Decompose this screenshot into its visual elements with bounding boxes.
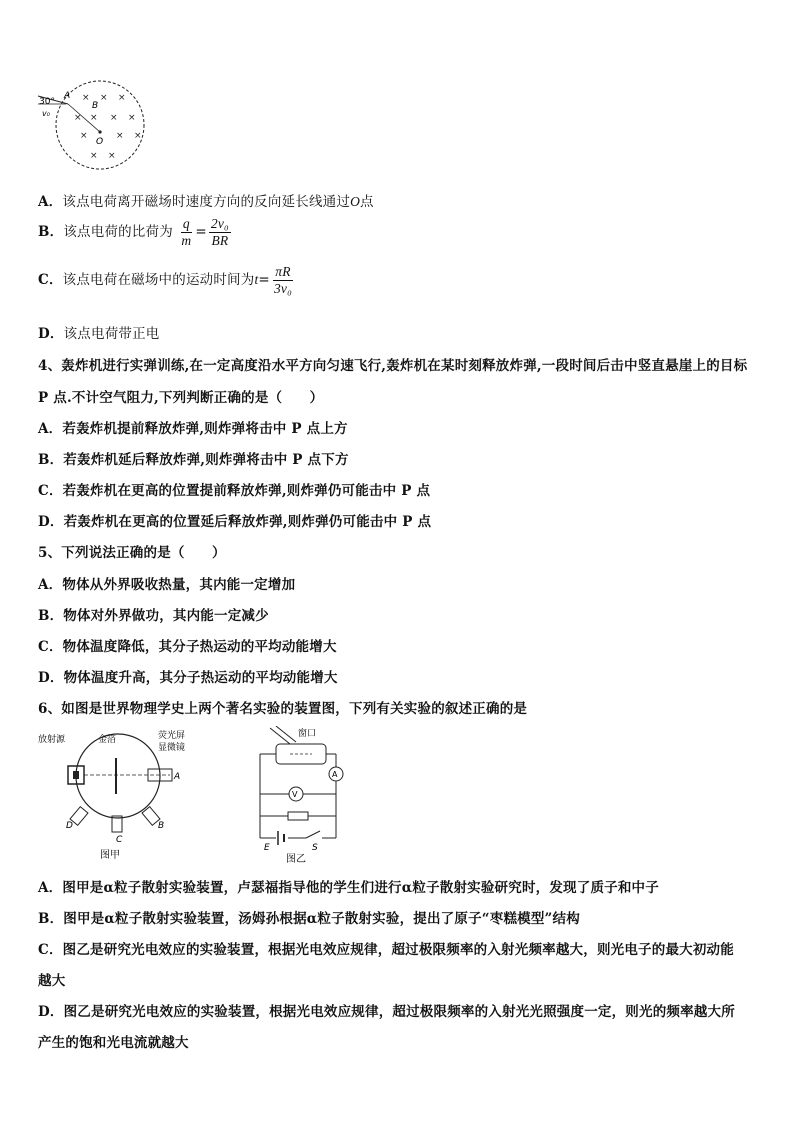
q4-stem-line2: P 点.不计空气阻力,下列判断正确的是（ ）: [38, 390, 324, 406]
field-cross-mark: ×: [110, 113, 118, 123]
vacuum-chamber: [76, 734, 160, 818]
q5-option-d: D．物体温度升高，其分子热运动的平均动能增大: [38, 670, 338, 686]
q6-option-b: B．图甲是α粒子散射实验装置，汤姆孙根据α粒子散射实验，提出了原子“枣糕模型”结构: [38, 911, 580, 927]
field-cross-mark: ×: [74, 113, 82, 123]
q6-option-d-line1: D．图乙是研究光电效应的实验装置，根据光电效应规律，超过极限频率的入射光光照强度一定，则光的频率越大所: [38, 1004, 735, 1020]
label-b: B: [158, 821, 165, 831]
field-cross-mark: ×: [82, 93, 90, 103]
field-cross-marks: [74, 93, 142, 161]
fig-jia-caption: 图甲: [100, 850, 120, 861]
q6-stem: 6、如图是世界物理学史上两个著名实验的装置图，下列有关实验的叙述正确的是: [38, 701, 528, 717]
point-o-dot: [98, 130, 101, 133]
screen-label: 荧光屏: [158, 731, 186, 741]
magnetic-field-figure: [36, 78, 148, 173]
rheostat: [288, 812, 308, 820]
microscope-label: 显微镜: [158, 743, 186, 753]
ammeter-label: A: [332, 770, 338, 779]
window-label: 窗口: [298, 729, 317, 739]
field-cross-mark: ×: [108, 151, 116, 161]
q5-stem: 5、下列说法正确的是（ ）: [38, 545, 226, 561]
voltmeter-label: V: [292, 790, 298, 799]
field-cross-mark: ×: [128, 113, 136, 123]
label-s: S: [312, 843, 318, 853]
label-d: D: [66, 821, 73, 831]
q4-stem-line1: 4、轰炸机进行实弹训练,在一定高度沿水平方向匀速飞行,轰炸机在某时刻释放炸弹,一段时间后击中竖直悬崖上的目标: [38, 358, 748, 374]
field-cross-mark: ×: [118, 93, 126, 103]
photoelectric-figure: [250, 726, 360, 864]
q3-option-c: C．该点电荷在磁场中的运动时间为t= $\frac{\pi R}{\text{3v₀}}$: [38, 264, 292, 296]
q5-option-b: B．物体对外界做功，其内能一定减少: [38, 608, 269, 624]
switch-gap: [306, 834, 322, 842]
q3-option-a: A．该点电荷离开磁场时速度方向的反向延长线通过O点: [38, 194, 374, 210]
light-ray-1: [270, 728, 290, 744]
field-cross-mark: ×: [80, 131, 88, 141]
q6-option-c-line1: C．图乙是研究光电效应的实验装置，根据光电效应规律，超过极限频率的入射光频率越大，则光电子的最大初动能: [38, 942, 734, 958]
q4-option-c: C．若轰炸机在更高的位置提前释放炸弹,则炸弹仍可能击中 P 点: [38, 483, 431, 499]
q6-option-d-line2: 产生的饱和光电流就越大: [38, 1035, 189, 1051]
field-cross-mark: ×: [100, 93, 108, 103]
field-cross-mark: ×: [116, 131, 124, 141]
label-c: C: [116, 835, 123, 845]
time-fraction: $\frac{\pi R}{\text{3v₀}}$: [273, 264, 292, 296]
field-cross-mark: ×: [90, 113, 98, 123]
q3-option-b: B．该点电荷的比荷为 $\frac{q}{m}$ = $\frac{\text{2v₀}}{BR}$: [38, 216, 229, 248]
label-e: E: [264, 843, 270, 853]
q4-option-b: B．若轰炸机延后释放炸弹,则炸弹将击中 P 点下方: [38, 452, 349, 468]
angle-label: 30°: [39, 97, 55, 107]
light-ray-2: [276, 726, 296, 742]
label-a: A: [174, 772, 181, 782]
q6-option-a: A．图甲是α粒子散射实验装置，卢瑟福指导他的学生们进行α粒子散射实验研究时，发现了质子和中子: [38, 880, 659, 896]
field-cross-mark: ×: [134, 131, 142, 141]
q4-option-a: A．若轰炸机提前释放炸弹,则炸弹将击中 P 点上方: [38, 421, 348, 437]
ratio-value-fraction: $\frac{\text{2v₀}}{BR}$: [210, 216, 229, 248]
gold-foil-label: 金箔: [98, 735, 117, 745]
q5-option-a: A．物体从外界吸收热量，其内能一定增加: [38, 577, 296, 593]
source-label: 放射源: [38, 735, 66, 745]
point-o-label: O: [96, 137, 104, 147]
charge-mass-ratio-fraction: $\frac{q}{m}$: [181, 216, 192, 248]
q6-option-c-line2: 越大: [38, 973, 66, 989]
alpha-scattering-figure: [38, 728, 198, 864]
q5-option-c: C．物体温度降低，其分子热运动的平均动能增大: [38, 639, 337, 655]
point-b-label: B: [92, 101, 99, 111]
fig-yi-caption: 图乙: [286, 854, 306, 864]
radiation-source-core: [73, 771, 79, 779]
velocity-label: v₀: [42, 109, 50, 118]
field-cross-mark: ×: [90, 151, 98, 161]
point-a-label: A: [64, 91, 71, 101]
q3-option-d: D．该点电荷带正电: [38, 326, 160, 342]
q4-option-d: D．若轰炸机在更高的位置延后释放炸弹,则炸弹仍可能击中 P 点: [38, 514, 432, 530]
